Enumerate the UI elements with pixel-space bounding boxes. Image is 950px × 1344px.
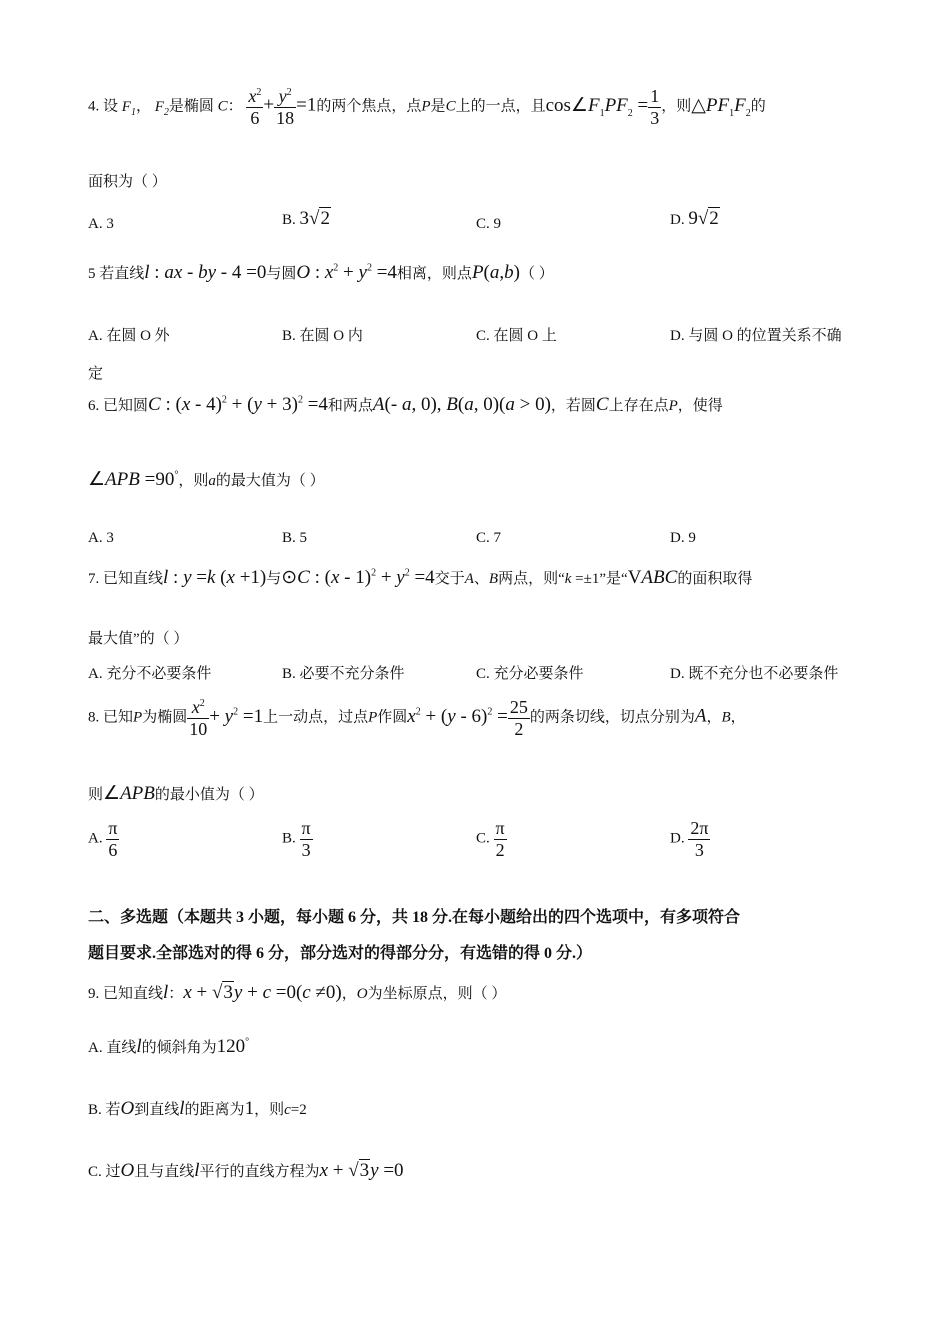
q8-option-d-label: D.: [670, 830, 685, 847]
q8-p: P: [133, 709, 143, 726]
q9-option-b-t2: 到直线: [134, 1102, 180, 1118]
q6-angle: ∠APB =90°: [88, 469, 179, 490]
q9-option-b-l: l: [179, 1098, 185, 1119]
q5-lead: 5 若直线: [88, 266, 145, 282]
q8-t6: ，: [730, 709, 746, 726]
q7-t1: 与: [266, 571, 282, 587]
q8-option-b-num: π: [301, 818, 311, 838]
q8-line1: 8. 已知P为椭圆 $\frac{x^2}{10}$ + $y^2 =1$上一动点，过点P作圆$x^2 + (y - 6)^2$ = $\frac{25}{2}$ 的两条切线，切点分别为A，B，: [88, 697, 746, 739]
q4-frac-y: $\frac{y^2}{18}$: [276, 86, 295, 128]
q9-option-b-o: O: [120, 1098, 135, 1119]
q8-option-b: [282, 818, 313, 860]
q5-t2: 相离，则点: [396, 266, 472, 282]
q5-option-d: D. 与圆 O 的位置关系不确: [670, 328, 842, 344]
q8-t2: 上一动点，过点: [263, 709, 369, 726]
q6-t4: ，使得: [677, 398, 723, 414]
q4-line1: 4. 设 $F_1$， $F_2$是椭圆 C： $\frac{x^2}{6}$ + $\frac{y^2}{18}$ =1的两个焦点，点P是C上的一点，且$\cos\angle F_1PF_2$ = $\frac{1}{3}$ ，则$\triangle PF_1F_2$的: [88, 86, 766, 128]
q9-option-c-t3: 平行的直线方程为: [199, 1164, 320, 1180]
q8-b: B: [721, 709, 731, 726]
q9-option-a-angle: 120°: [216, 1036, 250, 1057]
q8-t4: 的两条切线，切点分别为: [529, 709, 695, 726]
q5-line-eq: l : ax - by - 4 =0: [144, 262, 267, 283]
q9-option-b-c: c: [284, 1102, 291, 1118]
q8-frac-x: $\frac{x^2}{10}$: [189, 697, 208, 739]
q4-cos: $\cos\angle F_1PF_2$ =: [545, 94, 649, 119]
q4-t1: ，: [135, 98, 151, 115]
q4-t7: ，则: [661, 98, 692, 115]
q9-option-b-one: 1: [244, 1098, 255, 1119]
q7-option-c: C. 充分必要条件: [476, 666, 584, 682]
q8-lead: 8. 已知: [88, 709, 134, 726]
q6-t3: 上存在点: [608, 398, 669, 414]
q4-option-a: A. 3: [88, 216, 114, 232]
q8-option-c-num: π: [495, 818, 505, 838]
q6-option-d: D. 9: [670, 530, 696, 546]
q9-l: l: [163, 982, 169, 1003]
q6-t1: 和两点: [327, 398, 373, 414]
q4-option-b-label: B.: [282, 212, 296, 228]
q7-option-a: A. 充分不必要条件: [88, 666, 212, 682]
q4-t2: 是椭圆: [168, 98, 214, 115]
q7-t4: 两点，则“: [498, 571, 565, 587]
q8-option-a-den: 6: [108, 839, 118, 860]
q6-lead: 6. 已知圆: [88, 398, 149, 414]
q4-option-d-label: D.: [670, 212, 685, 228]
q8-option-d-den: 3: [694, 839, 704, 860]
q9-option-c: [88, 1160, 404, 1182]
q4-f1: $F_1$: [121, 98, 136, 118]
q4-c2: C: [445, 98, 456, 115]
q9-option-c-l: l: [194, 1160, 200, 1181]
q9-lead: 9. 已知直线: [88, 986, 164, 1002]
q9-o: O: [356, 986, 368, 1002]
q8-t1: 为椭圆: [142, 709, 188, 726]
q4-c: C: [217, 98, 228, 115]
q4-t4: 的两个焦点，点: [316, 98, 422, 115]
q7-option-d: D. 既不充分也不必要条件: [670, 666, 839, 682]
q5-option-c: C. 在圆 O 上: [476, 328, 557, 344]
q6-t6: 的最大值为（ ）: [215, 473, 325, 489]
q4-option-b: B. 3√2: [282, 208, 330, 229]
q4-lead: 4. 设: [88, 98, 119, 115]
section2-line2: 题目要求.全部选对的得 6 分，部分选对的得部分分，有选错的得 0 分.）: [88, 945, 593, 962]
q8-line2: [88, 782, 264, 805]
q8-t3: 作圆: [377, 709, 408, 726]
q7-a: A: [464, 571, 474, 587]
q8-a: A: [694, 705, 707, 727]
q9-option-b-t6: =2: [290, 1102, 307, 1118]
q8-frac-r: $\frac{25}{2}$: [509, 697, 528, 739]
q8-circle-eq: $x^2 + (y - 6)^2$ =: [407, 705, 508, 727]
q8-line2b: 的最小值为（ ）: [154, 787, 264, 803]
q9-line-eq: x + √3y + c =0(c ≠0): [183, 982, 342, 1003]
q6-line1: [88, 394, 723, 416]
q9-option-c-eq: x + √3y =0: [319, 1160, 404, 1181]
q8-option-a: [88, 818, 119, 860]
q9-option-b-t1: B. 若: [88, 1102, 121, 1118]
q9-option-a-t2: 的倾斜角为: [141, 1040, 217, 1056]
q7-circle-eq: ⊙C : $(x - 1)^2 + y^2 =4$: [281, 567, 435, 588]
q7-t6: 的面积取得: [677, 571, 753, 587]
q4-frac-third: $\frac{1}{3}$: [650, 86, 660, 128]
q5-t3: （ ）: [519, 266, 554, 282]
q8-p2: P: [368, 709, 378, 726]
q9-t3: 为坐标原点，则（ ）: [367, 986, 507, 1002]
q9-t2: ，: [341, 986, 357, 1002]
q8-option-d: [670, 818, 710, 860]
q9-option-c-t2: 且与直线: [134, 1164, 195, 1180]
q4-p: P: [421, 98, 431, 115]
q8-option-c-label: C.: [476, 830, 490, 847]
q9-option-a-l: l: [136, 1036, 142, 1057]
q7-line2: 最大值”的（ ）: [88, 631, 189, 647]
q4-f2: $F_2$: [154, 98, 169, 118]
q8-angle: ∠APB: [103, 783, 155, 804]
q5-line1: [88, 262, 554, 284]
q6-p: P: [668, 398, 678, 414]
q4-frac-x: $\frac{x^2}{6}$: [248, 86, 262, 128]
q8-option-b-den: 3: [301, 839, 311, 860]
q7-t5: ”是“: [599, 571, 628, 587]
q6-a: a: [208, 473, 216, 489]
q9-line1: [88, 982, 506, 1004]
q5-option-a: A. 在圆 O 外: [88, 328, 170, 344]
q7-line1: 7. 已知直线l : y =k (x +1)与⊙C : $(x - 1)^2 + y^2 =4$交于A、B两点，则“k =±1”是“VABC的面积取得: [88, 567, 753, 588]
q5-circle-eq: O : $x^2 + y^2 =4$: [296, 262, 397, 283]
q9-option-b-t3: 的距离为: [184, 1102, 245, 1118]
q7-lead: 7. 已知直线: [88, 571, 164, 587]
q7-t3: 、: [473, 571, 489, 587]
q7-t2: 交于: [434, 571, 465, 587]
q4-t5: 是: [430, 98, 446, 115]
q5-t1: 与圆: [266, 266, 297, 282]
q9-option-c-t1: C. 过: [88, 1164, 121, 1180]
q7-triangle: VABC: [627, 567, 678, 588]
q4-option-c: C. 9: [476, 216, 502, 232]
q5-option-b: B. 在圆 O 内: [282, 328, 363, 344]
q9-option-a-t1: A. 直线: [88, 1040, 137, 1056]
q6-line2: [88, 468, 325, 491]
q6-t2: ，若圆: [550, 398, 596, 414]
q6-option-a: A. 3: [88, 530, 114, 546]
q8-t5: ，: [706, 709, 722, 726]
q4-t6: 上的一点，且: [455, 98, 546, 115]
q4-t8: 的: [750, 98, 766, 115]
q6-t5: ，则: [178, 473, 209, 489]
q8-line2a: 则: [88, 787, 104, 803]
q6-points: A(- a, 0), B(a, 0)(a > 0): [372, 394, 551, 415]
q4-line2: 面积为（ ）: [88, 174, 167, 190]
q7-option-b: B. 必要不充分条件: [282, 666, 405, 682]
q9-t1: ：: [168, 986, 184, 1002]
q9-option-c-o: O: [120, 1160, 135, 1181]
q5-wrap: 定: [88, 366, 104, 382]
q9-option-b: [88, 1098, 307, 1120]
q7-b: B: [488, 571, 499, 587]
q7-k: k: [564, 571, 572, 587]
q4-option-d: D. 9√2: [670, 208, 719, 229]
q6-option-c: C. 7: [476, 530, 502, 546]
q8-option-b-label: B.: [282, 830, 296, 847]
section2-line1: 二、多选题（本题共 3 小题，每小题 6 分，共 18 分.在每小题给出的四个选项中，有多项符合: [88, 909, 741, 926]
q4-t3: ：: [227, 98, 243, 115]
q9-option-b-t4: ，则: [254, 1102, 285, 1118]
q8-option-a-label: A.: [88, 830, 103, 847]
q9-option-a: [88, 1036, 249, 1058]
q8-option-a-num: π: [108, 818, 118, 838]
q8-option-c-den: 2: [495, 839, 505, 860]
q8-option-d-num: 2π: [690, 818, 709, 838]
q6-circle-eq: C : $(x - 4)^2 + (y + 3)^2 =4$: [148, 394, 328, 415]
q4-triangle: $\triangle PF_1F_2$: [691, 94, 751, 119]
q7-line-eq: l : y =k (x +1): [163, 567, 267, 588]
q5-point: P(a,b): [471, 262, 520, 283]
q6-c: C: [595, 394, 609, 415]
q6-option-b: B. 5: [282, 530, 308, 546]
q8-option-c: [476, 818, 507, 860]
